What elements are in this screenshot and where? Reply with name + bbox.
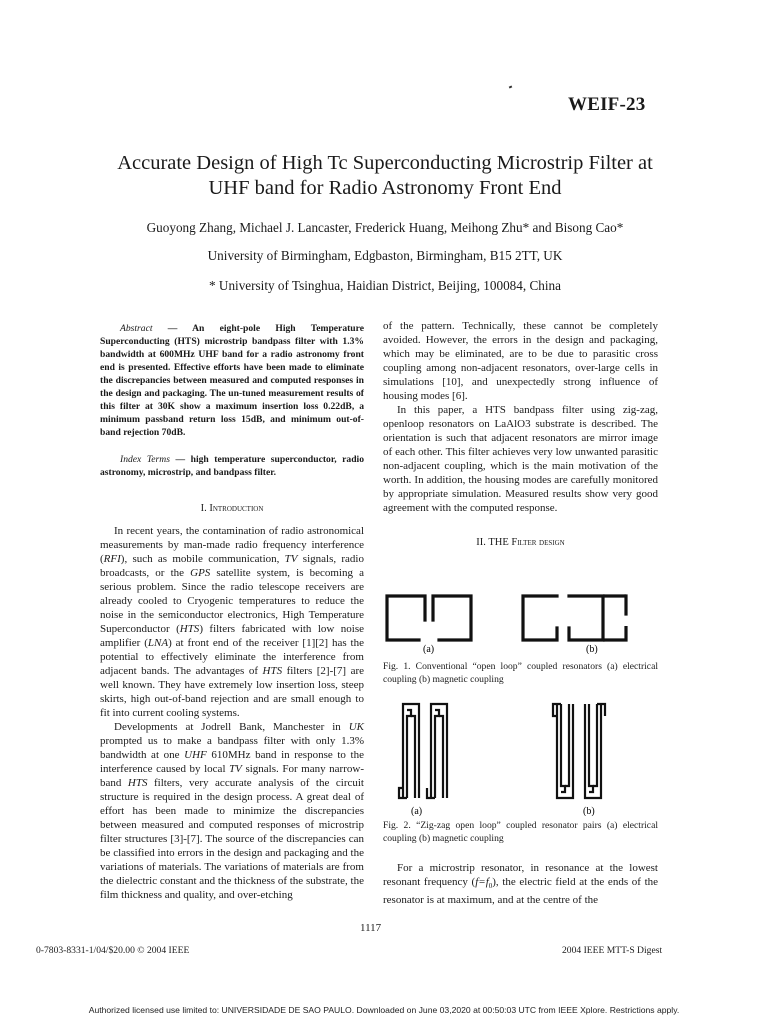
affiliation-1: University of Birmingham, Edgbaston, Birmingham, B15 2TT, UK bbox=[207, 248, 563, 263]
paper-code: WEIF-23 bbox=[568, 94, 646, 115]
right-paragraph-3: For a microstrip resonator, in resonance at the lowest resonant frequency $(f=f_0)$, the electric field at the ends of the resonator is at maximum, and at the centre of the bbox=[383, 862, 659, 907]
section-1-heading: I. Introduction bbox=[200, 503, 264, 514]
title-line-2: UHF band for Radio Astronomy Front End bbox=[208, 177, 562, 199]
resonator-b-left bbox=[523, 596, 557, 640]
figure-2-caption: Fig. 2. “Zig-zag open loop” coupled resonator pairs (a) electrical coupling (b) magnetic coupling bbox=[383, 820, 658, 844]
index-terms-lead: Index Terms bbox=[120, 454, 170, 465]
footer-copyright: 0-7803-8331-1/04/$20.00 © 2004 IEEE bbox=[36, 945, 190, 956]
fig2-label-a: (a) bbox=[411, 806, 423, 816]
index-terms-text: high temperature superconductor, radio astronomy, microstrip, and bandpass filter. bbox=[100, 454, 365, 478]
figure-1-caption: Fig. 1. Conventional “open loop” coupled resonators (a) electrical coupling (b) magnetic coupling bbox=[383, 661, 658, 685]
footer-venue: 2004 IEEE MTT-S Digest bbox=[562, 945, 663, 956]
zigzag-resonator-a-right bbox=[427, 704, 447, 798]
figure-2 bbox=[383, 698, 658, 816]
affiliation-2: * University of Tsinghua, Haidian District, Beijing, 100084, China bbox=[209, 278, 561, 293]
stray-mark bbox=[509, 85, 513, 88]
right-paragraph-2: In this paper, a HTS bandpass filter using zig-zag, openloop resonators on LaAlO3 substrate is described. The orientation is such that adjacent resonators are mirror image of each other. This filter achieves very low unwanted parasitic non-adjacent coupling, which is the main motivation of the worth. In addition, the housing modes are carefully monitored by appropriate simulation. Measured results show very good agreement with the computed response. bbox=[383, 404, 658, 514]
section-2-heading: II. THE Filter design bbox=[476, 537, 565, 548]
title-line-1: Accurate Design of High Tc Superconducting Microstrip Filter at bbox=[117, 152, 653, 174]
right-paragraph-1: of the pattern. Technically, these cannot be completely avoided. However, the errors in the design and packaging, which may be eliminated, are to be due to parasitic cross coupling among non-adjacent resonators, over-large cells in simulations [10], and unexpectedly strong influence of housing modes [6]. bbox=[383, 320, 658, 402]
resonator-b-right-extension-2 bbox=[603, 626, 626, 640]
right-column bbox=[383, 319, 658, 548]
figure-1 bbox=[383, 588, 658, 654]
author-list: Guoyong Zhang, Michael J. Lancaster, Frederick Huang, Meihong Zhu* and Bisong Cao* bbox=[146, 220, 624, 235]
zigzag-resonator-b-right bbox=[585, 704, 605, 798]
fig2-label-b: (b) bbox=[583, 806, 595, 816]
intro-paragraph-2: Developments at Jodrell Bank, Manchester in UK prompted us to make a bandpass filter with only 1.3% bandwidth at one UHF 610MHz band in response to the interference caused by local TV signals. For many narrow-band HTS filters, very accurate analysis of the circuit structure is required in the design process. A great deal of effort has been made to minimize the discrepancies between measured and computed responses of microstrip filter structures [3]-[7]. The source of the discrepancies can be classified into errors in the design and packaging and the variations of materials. The variations of materials are from the dielectric constant and the thickness of the substrate, the film thickness and quality, and over-etching bbox=[100, 721, 364, 901]
abstract-lead: Abstract bbox=[120, 323, 153, 334]
resonator-a-left bbox=[387, 596, 425, 640]
zigzag-resonator-a-left bbox=[399, 704, 419, 798]
index-terms: Index Terms — high temperature superconductor, radio astronomy, microstrip, and bandpass filter. bbox=[100, 454, 365, 478]
zigzag-resonator-b-left bbox=[553, 704, 573, 798]
paper-title bbox=[40, 151, 730, 201]
abstract-text: An eight-pole High Temperature Superconducting (HTS) microstrip bandpass filter with 1.3% bandwidth at 600MHz UHF band for a radio astronomy front end is presented. Effective efforts have been made to eliminate the discrepancies between measured and computed responses in the design and packaging. The un-tuned measurement results of this filter at 30K show a maximum insertion loss 0.22dB, a minimum passband return loss 15dB, and minimum out-of-band rejection 70dB. bbox=[100, 323, 364, 438]
intro-paragraph-1: In recent years, the contamination of radio astronomical measurements by man-made radio frequency interference (RFI), such as mobile communication, TV signals, radio broadcasts, or the GPS satellite system, is becoming a serious problem. Since the radio telescope receivers are already cooled to Cryogenic temperatures to reduce the noise in the semiconductor electronics, High Temperature Superconductor (HTS) filters fabricated with low noise amplifier (LNA) at front end of the receiver [1][2] has the potential to effectively eliminate the interference from adjacent bands. The advantages of HTS filters [2]-[7] are well known. They have extremely low insertion loss, steep skirts, high out-of-band rejection and are small enough to fit into current cooling systems. bbox=[100, 525, 364, 719]
abstract: Abstract — An eight-pole High Temperature Superconducting (HTS) microstrip bandpass filter with 1.3% bandwidth at 600MHz UHF band for a radio astronomy front end is presented. Effective efforts have been made to eliminate the discrepancies between measured and computed responses in the design and packaging. The un-tuned measurement results of this filter at 30K show a maximum insertion loss 0.22dB, a minimum passband return loss 15dB, and minimum out-of-band rejection 70dB. bbox=[100, 323, 364, 438]
left-column bbox=[100, 322, 364, 902]
resonator-b-right bbox=[569, 596, 626, 640]
page-number: 1117 bbox=[360, 922, 382, 934]
resonator-a-right bbox=[433, 596, 471, 640]
fig1-label-a: (a) bbox=[423, 644, 435, 654]
fig1-label-b: (b) bbox=[586, 644, 598, 654]
license-notice: Authorized licensed use limited to: UNIVERSIDADE DE SAO PAULO. Downloaded on June 03,2020 at 00:50:03 UTC from IEEE Xplore. Restrictions apply. bbox=[88, 1005, 680, 1015]
